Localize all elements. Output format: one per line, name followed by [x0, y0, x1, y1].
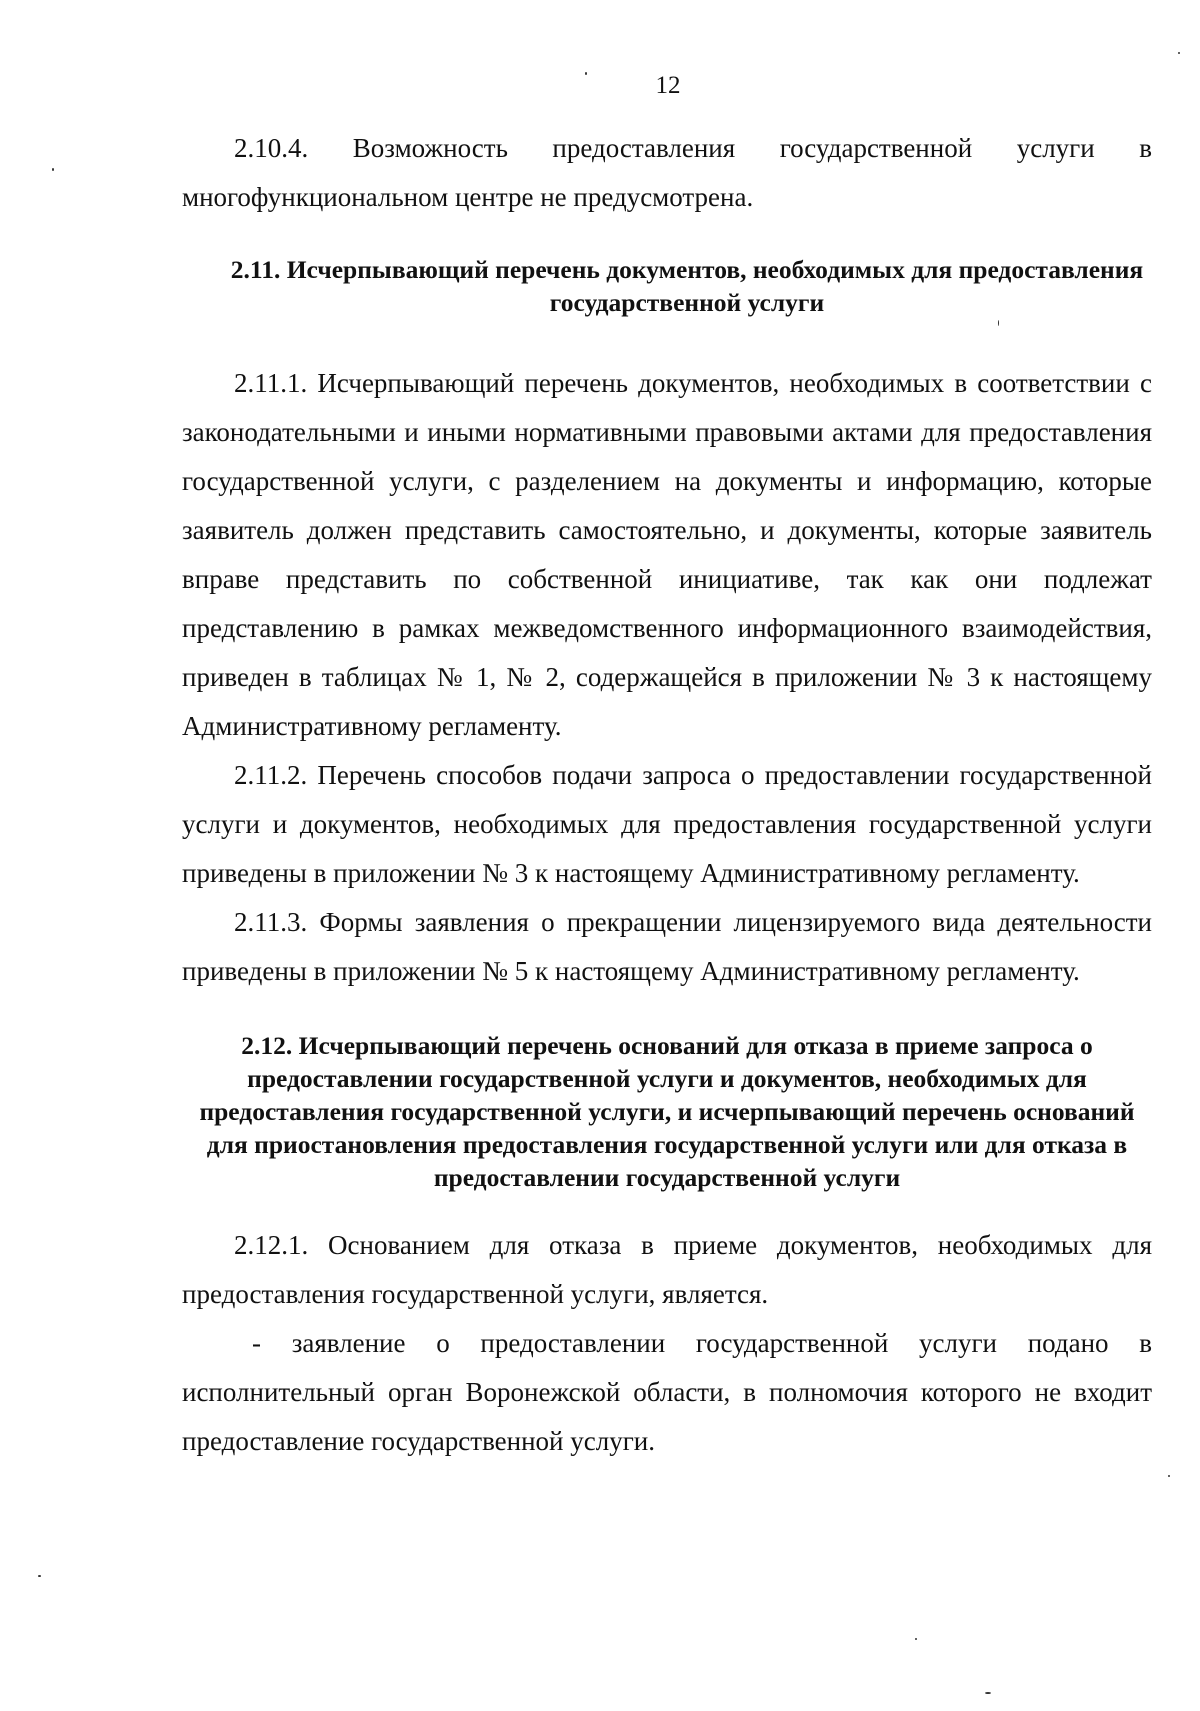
scan-speck	[998, 320, 999, 326]
paragraph-2-11-2: 2.11.2. Перечень способов подачи запроса о предоставлении государственной услуги и документов, необходимых для предоставления государственной услуги приведены в приложении № 3 к настоящему Административному регламенту.	[182, 760, 1152, 888]
paragraph-2-11-1: 2.11.1. Исчерпывающий перечень документов, необходимых в соответствии с законодательными и иными нормативными правовыми актами для предоставления государственной услуги, с разделением на документы и информацию, которые заявитель должен представить самостоятельно, и документы, которые заявитель вправе представить по собственной инициативе, так как они подлежат представлению в рамках межведомственного информационного взаимодействия, приведен в таблицах № 1, № 2, содержащейся в приложении № 3 к настоящему Административному регламенту.	[182, 368, 1152, 741]
paragraph-2-12-1: 2.12.1. Основанием для отказа в приеме документов, необходимых для предоставления государственной услуги, является.	[182, 1230, 1152, 1309]
scan-speck	[915, 1638, 917, 1640]
section-heading-2-11: 2.11. Исчерпывающий перечень документов, необходимых для предоставления государственной услуги	[230, 255, 1144, 317]
paragraph-2-11-3: 2.11.3. Формы заявления о прекращении лицензируемого вида деятельности приведены в приложении № 5 к настоящему Административному регламенту.	[182, 907, 1152, 986]
section-heading-2-12: 2.12. Исчерпывающий перечень оснований для отказа в приеме запроса о предоставлении государственной услуги и документов, необходимых для предоставления государственной услуги, и исчерпывающий перечень оснований для приостановления предоставления государственной услуги или для отказа в предоставлении государственной услуги	[199, 1031, 1135, 1192]
page-number: 12	[655, 72, 681, 99]
dash-list-item: - заявление о предоставлении государственной услуги подано в исполнительный орган Воронежской области, в полномочия которого не входит предоставление государственной услуги.	[182, 1328, 1152, 1456]
document-body	[182, 124, 1152, 1466]
paragraph-2-10-4: 2.10.4. Возможность предоставления государственной услуги в многофункциональном центре не предусмотрена.	[182, 133, 1152, 212]
scan-speck	[38, 1575, 41, 1577]
scan-speck	[1178, 52, 1180, 54]
scan-speck	[1168, 1475, 1170, 1477]
scan-speck	[585, 72, 587, 75]
scan-speck	[985, 1692, 991, 1694]
scan-speck	[52, 168, 54, 171]
